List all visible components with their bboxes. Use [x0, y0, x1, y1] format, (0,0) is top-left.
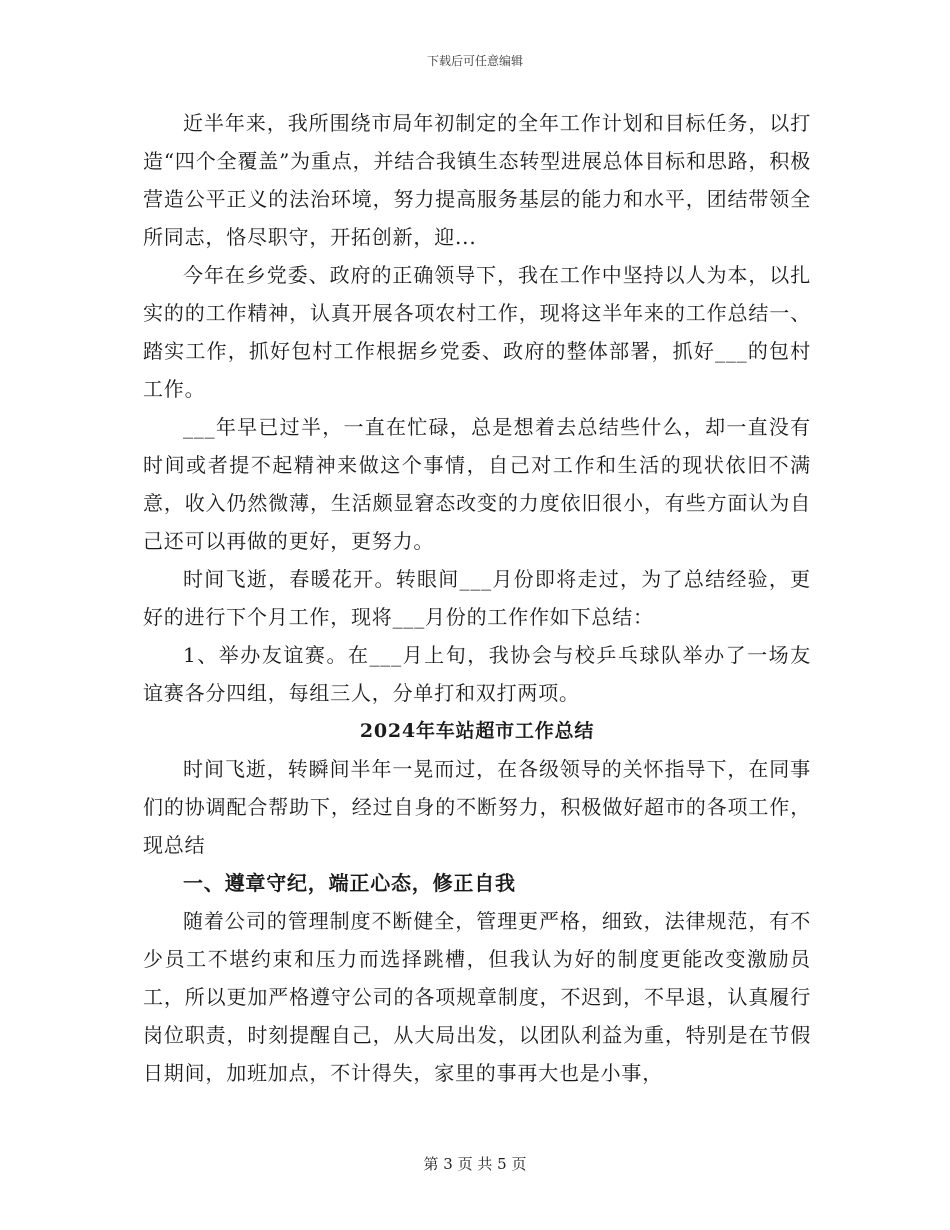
- header-note: 下载后可任意编辑: [426, 54, 523, 68]
- intro-paragraph: 时间飞逝，转瞬间半年一晃而过，在各级领导的关怀指导下，在同事们的协调配合帮助下，经过自身的不断努力，积极做好超市的各项工作，现总结: [143, 757, 811, 857]
- page-number: 第 3 页 共 5 页: [423, 1155, 527, 1173]
- paragraph: 时间飞逝，春暖花开。转眼间___月份即将走过，为了总结经验，更好的进行下个月工作，现将___月份的工作作如下总结：: [143, 567, 811, 629]
- section-heading: 一、遵章守纪，端正心态，修正自我: [183, 871, 516, 895]
- paragraph: 1、举办友谊赛。在___月上旬，我协会与校乒乓球队举办了一场友谊赛各分四组，每组三人，分单打和双打两项。: [143, 643, 811, 705]
- document-title: 2024年车站超市工作总结: [359, 720, 595, 742]
- paragraph: ___年早已过半，一直在忙碌，总是想着去总结些什么，却一直没有时间或者提不起精神来做这个事情，自己对工作和生活的现状依旧不满意，收入仍然微薄，生活颇显窘态改变的力度依旧很小，有些方面认为自己还可以再做的更好，更努力。: [143, 415, 811, 553]
- paragraph: 近半年来，我所围绕市局年初制定的全年工作计划和目标任务，以打造“四个全覆盖”为重点，并结合我镇生态转型进展总体目标和思路，积极营造公平正义的法治环境，努力提高服务基层的能力和水平，团结带领全所同志，恪尽职守，开拓创新，迎...: [143, 111, 811, 249]
- document-body: [143, 104, 811, 1092]
- paragraph: 今年在乡党委、政府的正确领导下，我在工作中坚持以人为本，以扎实的的工作精神，认真开展各项农村工作，现将这半年来的工作总结一、踏实工作，抓好包村工作根据乡党委、政府的整体部署，抓好___的包村工作。: [143, 263, 811, 401]
- section-paragraph: 随着公司的管理制度不断健全，管理更严格，细致，法律规范，有不少员工不堪约束和压力而选择跳槽，但我认为好的制度更能改变激励员工，所以更加严格遵守公司的各项规章制度，不迟到，不早退，认真履行岗位职责，时刻提醒自己，从大局出发，以团队利益为重，特别是在节假日期间，加班加点，不计得失，家里的事再大也是小事，: [143, 909, 811, 1085]
